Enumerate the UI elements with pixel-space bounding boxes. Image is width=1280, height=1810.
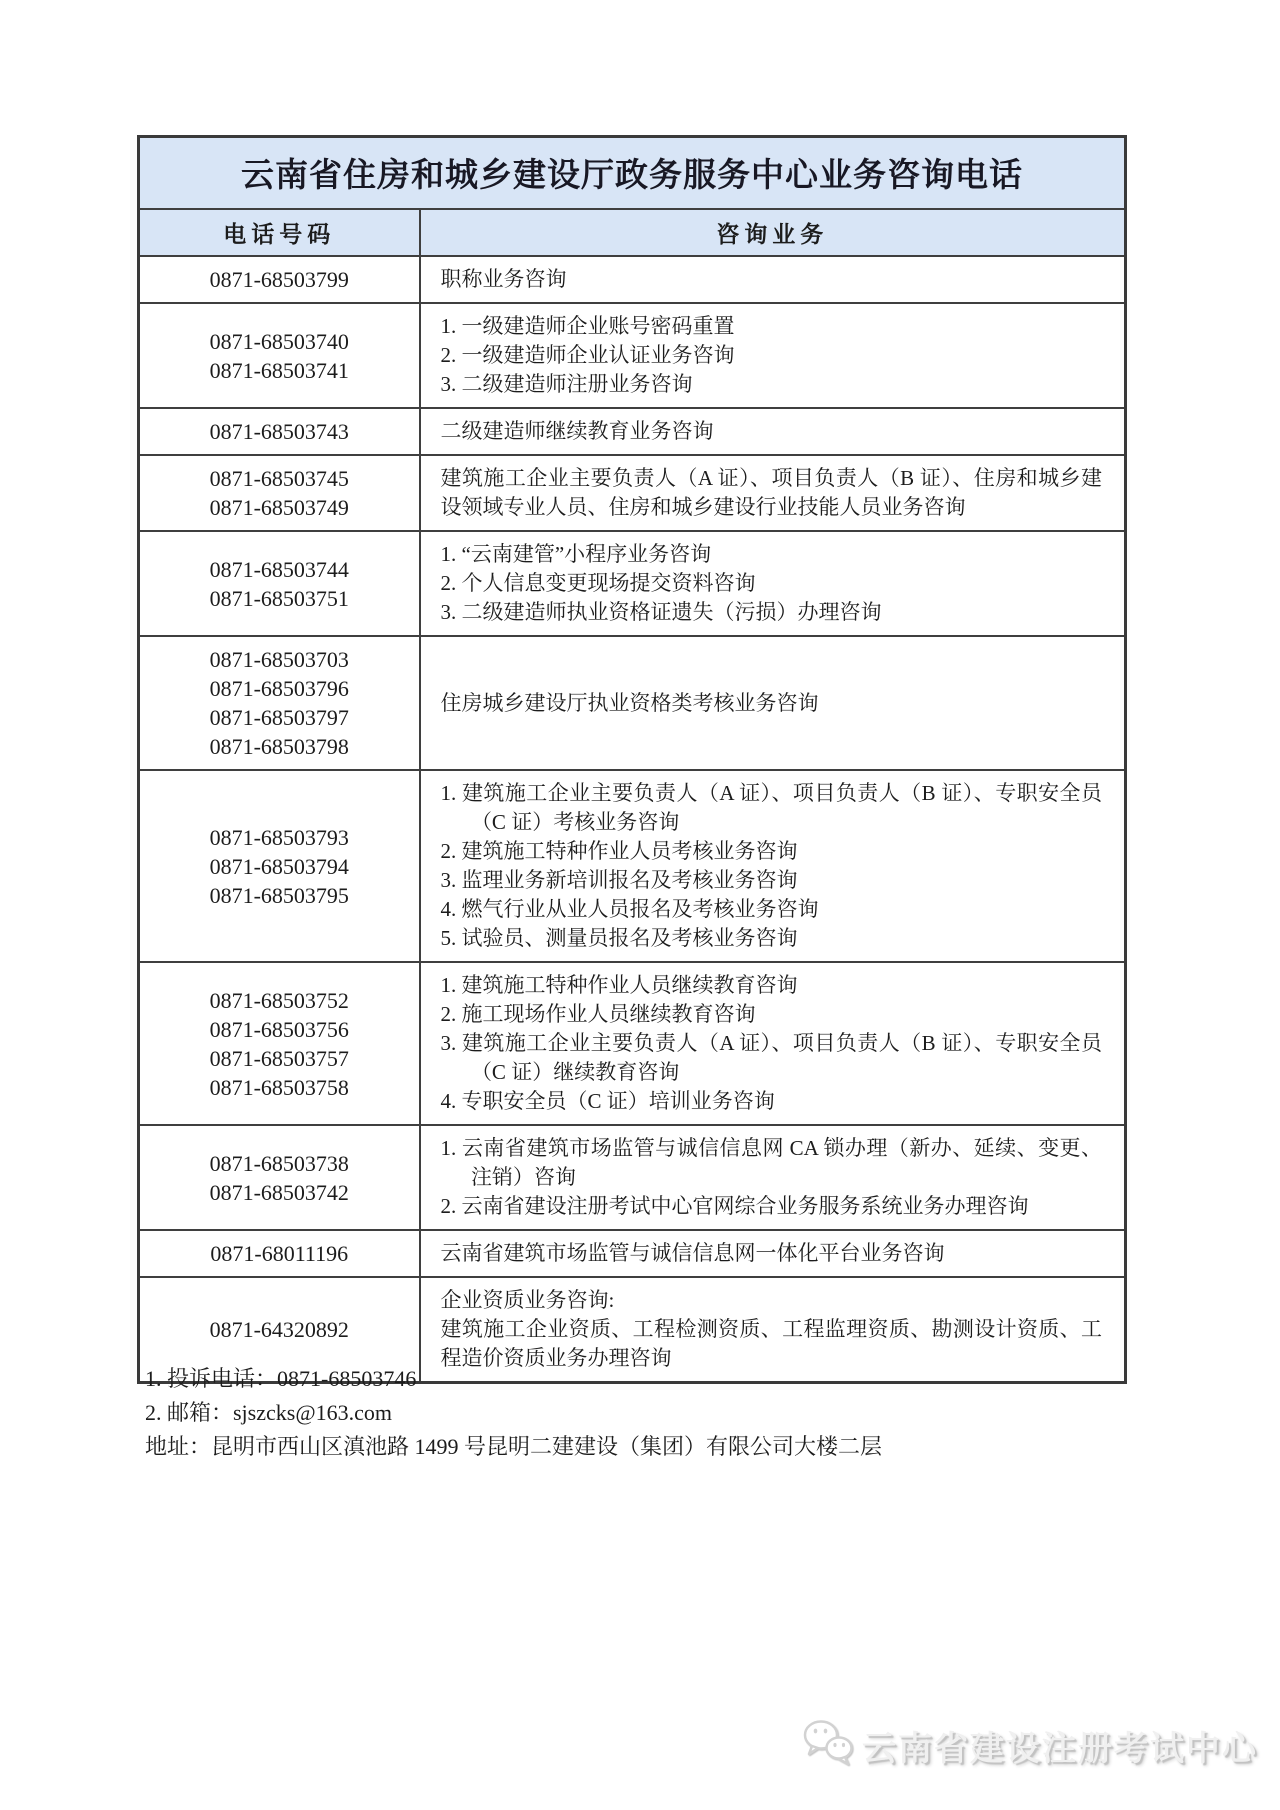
- phone-cell: [139, 1125, 420, 1230]
- phone-number: 0871-68503795: [209, 882, 349, 908]
- service-cell: [420, 770, 1126, 962]
- phone-number: 0871-68503749: [209, 495, 349, 520]
- service-item: 2. 一级建造师企业认证业务咨询: [440, 343, 735, 367]
- table-row: [139, 303, 1126, 408]
- footer: [145, 1362, 1135, 1464]
- service-item: 企业资质业务咨询:: [440, 1288, 615, 1312]
- phone-cell: [139, 1230, 420, 1277]
- table-row: [139, 1125, 1126, 1230]
- table-row: [139, 636, 1126, 770]
- service-item: 4. 专职安全员（C 证）培训业务咨询: [440, 1089, 775, 1113]
- phone-cell: [139, 770, 420, 962]
- consultation-table-wrap: [137, 135, 1127, 1384]
- wechat-icon: [800, 1718, 856, 1773]
- table-row: [139, 1230, 1126, 1277]
- service-cell: [420, 636, 1126, 770]
- phone-cell: [139, 408, 420, 455]
- phone-number: 0871-68503799: [209, 267, 349, 292]
- address-line: 地址：昆明市西山区滇池路 1499 号昆明二建建设（集团）有限公司大楼二层: [145, 1434, 883, 1459]
- service-item: 1. “云南建管”小程序业务咨询: [440, 542, 712, 566]
- service-item: 云南省建筑市场监管与诚信信息网一体化平台业务咨询: [440, 1241, 945, 1265]
- table-row: [139, 455, 1126, 531]
- phone-number: 0871-68503757: [209, 1045, 349, 1071]
- table-row: [139, 962, 1126, 1125]
- service-item: 建筑施工企业主要负责人（A 证）、项目负责人（B 证）、住房和城乡建设领域专业人员、住房和城乡建设行业技能人员业务咨询: [440, 466, 1102, 519]
- phone-number: 0871-68503794: [209, 853, 349, 879]
- service-item: 4. 燃气行业从业人员报名及考核业务咨询: [440, 897, 819, 921]
- service-cell: [420, 1125, 1126, 1230]
- phone-cell: [139, 303, 420, 408]
- service-item: 3. 二级建造师执业资格证遗失（污损）办理咨询: [440, 600, 882, 624]
- table-row: [139, 408, 1126, 455]
- service-item: 职称业务咨询: [440, 267, 567, 291]
- phone-number: 0871-68503756: [209, 1016, 349, 1042]
- watermark-label: 云南省建设注册考试中心: [862, 1730, 1258, 1768]
- table-row: [139, 770, 1126, 962]
- phone-number: 0871-68503703: [209, 647, 349, 672]
- service-cell: [420, 455, 1126, 531]
- service-item: 2. 云南省建设注册考试中心官网综合业务服务系统业务办理咨询: [440, 1194, 1029, 1218]
- service-item: 3. 建筑施工企业主要负责人（A 证）、项目负责人（B 证）、专职安全员（C 证）继续教育咨询: [440, 1031, 1102, 1084]
- service-item: 3. 监理业务新培训报名及考核业务咨询: [440, 868, 798, 892]
- email-line: 2. 邮箱：sjszcks@163.com: [145, 1400, 392, 1425]
- phone-cell: [139, 962, 420, 1125]
- phone-number: 0871-68503798: [209, 734, 349, 759]
- service-item: 1. 建筑施工特种作业人员继续教育咨询: [440, 973, 798, 997]
- phone-number: 0871-68011196: [210, 1241, 349, 1266]
- phone-number: 0871-68503738: [209, 1150, 349, 1176]
- service-item: 5. 试验员、测量员报名及考核业务咨询: [440, 926, 798, 950]
- service-item: 住房城乡建设厅执业资格类考核业务咨询: [440, 690, 819, 715]
- table-row: [139, 531, 1126, 636]
- service-item: 3. 二级建造师注册业务咨询: [440, 372, 693, 396]
- phone-number: 0871-68503752: [209, 987, 349, 1013]
- service-cell: [420, 303, 1126, 408]
- phone-number: 0871-68503793: [209, 824, 349, 850]
- column-header-service: 咨询业务: [420, 209, 1126, 256]
- phone-number: 0871-68503741: [209, 357, 349, 383]
- table-row: [139, 256, 1126, 303]
- phone-number: 0871-68503758: [209, 1074, 349, 1100]
- phone-cell: [139, 636, 420, 770]
- title-row: [139, 137, 1126, 210]
- phone-number: 0871-68503797: [209, 705, 349, 730]
- column-header-row: [139, 209, 1126, 256]
- service-item: 1. 建筑施工企业主要负责人（A 证）、项目负责人（B 证）、专职安全员（C 证）考核业务咨询: [440, 781, 1102, 834]
- consultation-table: [137, 135, 1127, 1384]
- service-item: 1. 云南省建筑市场监管与诚信信息网 CA 锁办理（新办、延续、变更、注销）咨询: [440, 1136, 1102, 1189]
- watermark: [800, 1718, 1258, 1773]
- service-item: 2. 施工现场作业人员继续教育咨询: [440, 1002, 756, 1026]
- table-title: 云南省住房和城乡建设厅政务服务中心业务咨询电话: [139, 137, 1126, 210]
- service-item: 1. 一级建造师企业账号密码重置: [440, 314, 735, 338]
- phone-number: 0871-68503796: [209, 676, 349, 701]
- table-body: [139, 256, 1126, 1383]
- phone-number: 0871-68503751: [209, 585, 349, 611]
- phone-number: 0871-68503744: [209, 556, 349, 582]
- service-cell: [420, 962, 1126, 1125]
- service-cell: [420, 531, 1126, 636]
- phone-cell: [139, 531, 420, 636]
- phone-number: 0871-64320892: [209, 1317, 349, 1342]
- phone-number: 0871-68503745: [209, 466, 349, 491]
- service-item: 2. 建筑施工特种作业人员考核业务咨询: [440, 839, 798, 863]
- phone-cell: [139, 256, 420, 303]
- phone-number: 0871-68503742: [209, 1179, 349, 1205]
- column-header-phone: 电话号码: [139, 209, 420, 256]
- service-item: 建筑施工企业资质、工程检测资质、工程监理资质、勘测设计资质、工程造价资质业务办理咨询: [440, 1317, 1102, 1370]
- service-cell: [420, 1230, 1126, 1277]
- service-cell: [420, 408, 1126, 455]
- complaint-phone-line: 1. 投诉电话：0871-68503746: [145, 1366, 417, 1391]
- service-cell: [420, 256, 1126, 303]
- phone-number: 0871-68503740: [209, 328, 349, 354]
- phone-number: 0871-68503743: [209, 419, 349, 444]
- service-item: 2. 个人信息变更现场提交资料咨询: [440, 571, 756, 595]
- service-item: 二级建造师继续教育业务咨询: [440, 419, 714, 443]
- phone-cell: [139, 455, 420, 531]
